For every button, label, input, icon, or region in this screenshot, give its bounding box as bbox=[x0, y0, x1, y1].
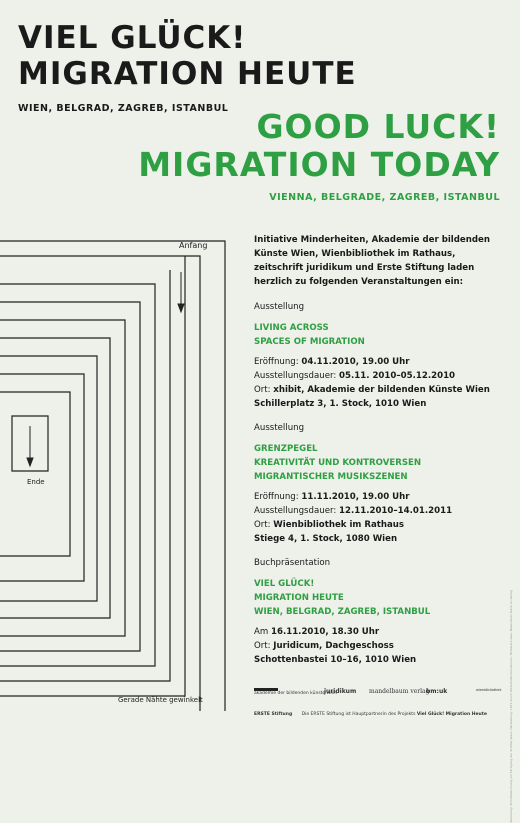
logo-wienbibliothek: wienbibliothek bbox=[476, 688, 502, 692]
event-duration bbox=[254, 504, 504, 518]
event-title-line: KREATIVITÄT UND KONTROVERSEN bbox=[254, 458, 422, 468]
logo-bmuk: bm:uk bbox=[426, 688, 448, 695]
opening-label: Eröffnung: bbox=[254, 492, 299, 502]
event-title-line: MIGRATION HEUTE bbox=[254, 593, 344, 603]
event-title-line: LIVING ACROSS bbox=[254, 323, 329, 333]
event-place bbox=[254, 639, 504, 653]
opening-value: 11.11.2010, 19.00 Uhr bbox=[301, 492, 410, 502]
place-label: Ort: bbox=[254, 385, 271, 395]
event-exhibition-1 bbox=[254, 300, 504, 411]
place-label: Ort: bbox=[254, 520, 271, 530]
event-title-line: MIGRANTISCHER MUSIKSZENEN bbox=[254, 472, 408, 482]
spiral-maze-illustration bbox=[0, 226, 240, 711]
place-label: Ort: bbox=[254, 641, 271, 651]
maze-path bbox=[0, 270, 170, 681]
event-title-line: WIEN, BELGRAD, ZAGREB, ISTANBUL bbox=[254, 607, 431, 617]
maze-start-label: Anfang bbox=[179, 241, 208, 250]
side-credit bbox=[509, 590, 517, 823]
event-title-line: SPACES OF MIGRATION bbox=[254, 337, 365, 347]
english-title bbox=[138, 108, 500, 184]
footer-brand: ERSTE Stiftung bbox=[254, 712, 293, 717]
event-content bbox=[254, 233, 504, 677]
invitation-intro: Initiative Minderheiten, Akademie der bildenden Künste Wien, Wienbibliothek im Rathaus, zeitschrift juridikum und Erste Stiftung laden herzlich zu folgenden Veranstaltungen ein: bbox=[254, 235, 490, 287]
event-category: Ausstellung bbox=[254, 302, 305, 312]
german-cities: WIEN, BELGRAD, ZAGREB, ISTANBUL bbox=[18, 103, 229, 114]
date-label: Am bbox=[254, 627, 269, 637]
maze-caption: Gerade Nähte gewinkelt bbox=[118, 696, 203, 704]
event-opening bbox=[254, 355, 504, 369]
german-title-line2: MIGRATION HEUTE bbox=[18, 56, 357, 92]
event-duration bbox=[254, 369, 504, 383]
place-value: Juridicum, Dachgeschoss bbox=[273, 641, 394, 651]
event-book-presentation bbox=[254, 556, 504, 667]
footer-project: Viel Glück! Migration Heute bbox=[416, 712, 487, 717]
logo-akademie: akademie der bildenden künste wien bbox=[254, 688, 278, 696]
event-category: Ausstellung bbox=[254, 423, 305, 433]
duration-label: Ausstellungsdauer: bbox=[254, 506, 337, 516]
event-address: Stiege 4, 1. Stock, 1080 Wien bbox=[254, 534, 398, 544]
side-credit-text: Abbildung: Schnittzeichnung zur Fertigung der Schiffer Jeans. Herstellung: 1977 durch Wirtschaftsministerium, Stickerei Lukas. Besonderer Dank an Verlag bbox=[509, 590, 513, 823]
event-title-line: VIEL GLÜCK! bbox=[254, 579, 315, 589]
arrow-down-icon bbox=[178, 304, 184, 312]
arrow-down-icon bbox=[27, 458, 33, 466]
opening-value: 04.11.2010, 19.00 Uhr bbox=[301, 357, 410, 367]
event-place bbox=[254, 383, 504, 397]
event-category: Buchpräsentation bbox=[254, 558, 331, 568]
place-value: xhibit, Akademie der bildenden Künste Wien bbox=[273, 385, 490, 395]
event-address: Schillerplatz 3, 1. Stock, 1010 Wien bbox=[254, 399, 427, 409]
event-title-line: GRENZPEGEL bbox=[254, 444, 318, 454]
event-address: Schottenbastei 10–16, 1010 Wien bbox=[254, 655, 417, 665]
logo-mandelbaum: mandelbaum verlag bbox=[369, 688, 430, 695]
duration-value: 12.11.2010–14.01.2011 bbox=[339, 506, 453, 516]
maze-end-label: Ende bbox=[27, 478, 45, 486]
german-title bbox=[18, 20, 357, 92]
english-title-line2: MIGRATION TODAY bbox=[138, 145, 500, 184]
duration-label: Ausstellungsdauer: bbox=[254, 371, 337, 381]
footer bbox=[254, 712, 487, 717]
event-opening bbox=[254, 490, 504, 504]
event-place bbox=[254, 518, 504, 532]
event-exhibition-2 bbox=[254, 421, 504, 546]
event-date bbox=[254, 625, 504, 639]
english-title-line1: GOOD LUCK! bbox=[256, 107, 500, 146]
place-value: Wienbibliothek im Rathaus bbox=[273, 520, 405, 530]
english-cities: VIENNA, BELGRADE, ZAGREB, ISTANBUL bbox=[269, 192, 500, 203]
footer-text: Die ERSTE Stiftung ist Hauptpartnerin des Projekts bbox=[301, 712, 416, 717]
date-value: 16.11.2010, 18.30 Uhr bbox=[271, 627, 380, 637]
logo-juridikum: juridikum bbox=[324, 688, 357, 695]
sponsor-logos bbox=[254, 688, 504, 708]
german-title-line1: VIEL GLÜCK! bbox=[18, 20, 247, 56]
opening-label: Eröffnung: bbox=[254, 357, 299, 367]
duration-value: 05.11. 2010–05.12.2010 bbox=[339, 371, 456, 381]
maze-path bbox=[0, 256, 185, 696]
